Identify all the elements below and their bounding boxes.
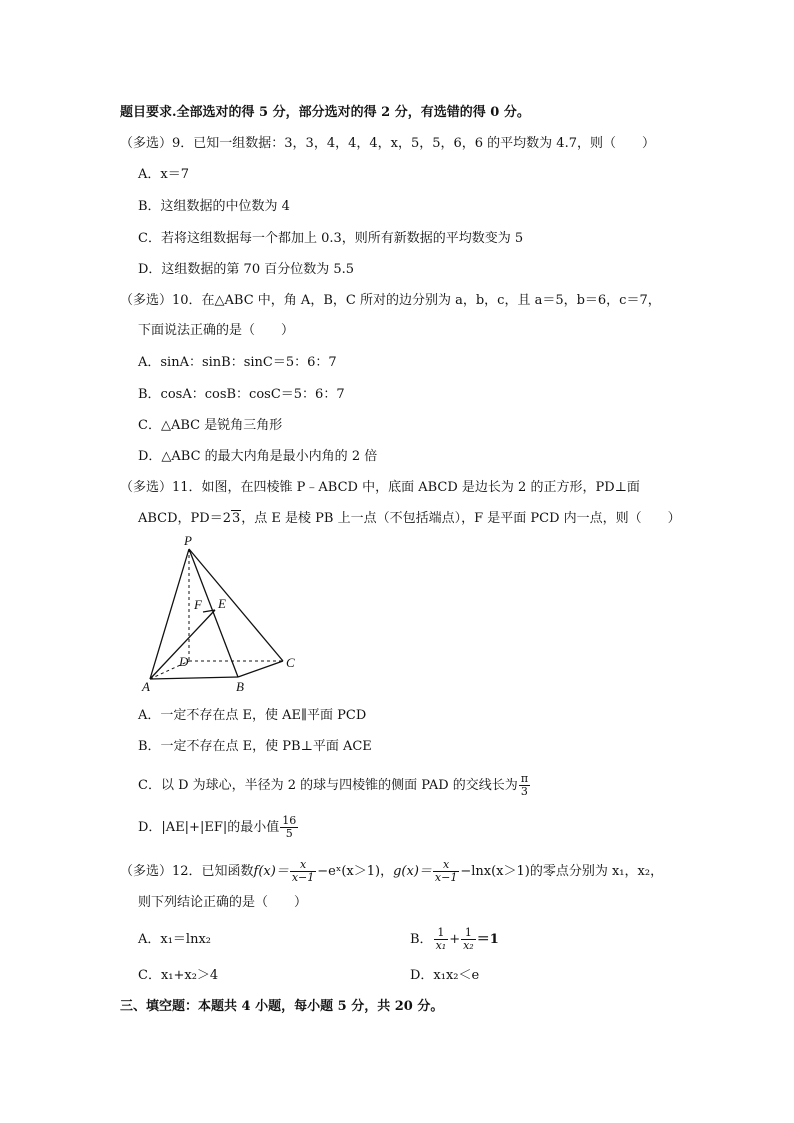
q9-option-c: C．若将这组数据每一个都加上 0.3，则所有新数据的平均数变为 5: [138, 231, 524, 246]
label-d: D: [179, 654, 189, 669]
fraction-denominator: 3: [520, 785, 528, 798]
q11-option-a: A．一定不存在点 E，使 AE∥平面 PCD: [138, 708, 367, 723]
q11-option-c: [138, 773, 531, 798]
pyramid-diagram: [138, 533, 308, 693]
g-lhs: g(x)＝: [393, 864, 432, 879]
f-lhs: f(x)＝: [253, 864, 289, 879]
one-over-x2-fraction: [461, 927, 476, 952]
q12-option-d: D．x₁x₂＜e: [410, 968, 480, 983]
q11-stem-line2-a: ABCD，PD＝2: [138, 511, 231, 526]
q9-option-b: B．这组数据的中位数为 4: [138, 199, 290, 214]
fraction-numerator: x: [290, 859, 316, 872]
q10-option-d: D．△ABC 的最大内角是最小内角的 2 倍: [138, 449, 378, 464]
q10-stem-line2: 下面说法正确的是（ ）: [138, 323, 295, 338]
q11-stem-line2: [138, 510, 681, 528]
fraction-numerator: π: [520, 772, 529, 785]
q12-option-b-prefix: B．: [410, 932, 433, 947]
edge-ab: [150, 677, 238, 679]
edge-pc: [189, 549, 283, 661]
f-fraction: [290, 859, 316, 884]
fraction-numerator: 16: [282, 814, 297, 827]
q10-option-a: A．sinA：sinB：sinC＝5：6：7: [138, 355, 337, 370]
q11-option-d-text: D．|AE|+|EF|的最小值: [138, 820, 280, 835]
q11-option-c-text: C．以 D 为球心，半径为 2 的球与四棱锥的侧面 PAD 的交线长为: [138, 778, 518, 793]
q11-stem-line1: （多选）11．如图，在四棱锥 P﹣ABCD 中，底面 ABCD 是边长为 2 的正方形，PD⊥面: [120, 480, 640, 495]
sixteen-fifths-fraction: [280, 815, 298, 840]
q12-stem-line2: 则下列结论正确的是（ ）: [138, 895, 308, 910]
fraction-denominator: 5: [285, 827, 293, 840]
q11-stem-line2-b: ，点 E 是棱 PB 上一点（不包括端点），F 是平面 PCD 内一点，则（ ）: [241, 511, 681, 526]
sqrt-radicand: 3: [232, 511, 241, 526]
label-a: A: [142, 679, 150, 693]
g-rest: −lnx(x＞1)的零点分别为 x₁，x₂，: [460, 864, 664, 879]
label-f: F: [194, 597, 202, 612]
edge-pb: [189, 549, 238, 677]
q11-option-d: [138, 815, 299, 840]
scoring-instructions: 题目要求.全部选对的得 5 分，部分选对的得 2 分，有选错的得 0 分。: [120, 105, 530, 120]
label-b: B: [236, 679, 244, 693]
plus-sign: +: [449, 932, 461, 947]
section3-title: 三、填空题：本题共 4 小题，每小题 5 分，共 20 分。: [120, 999, 444, 1014]
label-e: E: [218, 596, 226, 611]
pyramid-figure: [138, 533, 308, 693]
one-over-x1-fraction: [434, 927, 449, 952]
fraction-denominator: x−1: [434, 871, 458, 884]
q10-stem-line1: （多选）10．在△ABC 中，角 A，B，C 所对的边分别为 a，b，c，且 a＝5，b＝6，c＝7，: [120, 293, 661, 308]
f-rest: −eˣ(x＞1)，: [317, 864, 394, 879]
q10-option-c: C．△ABC 是锐角三角形: [138, 418, 283, 433]
q11-option-b: B．一定不存在点 E，使 PB⊥平面 ACE: [138, 739, 372, 754]
fraction-denominator: x₁: [435, 939, 447, 952]
fraction-denominator: x₂: [463, 939, 474, 952]
q12-stem-line1: [120, 859, 663, 884]
fraction-numerator: x: [433, 859, 459, 872]
q12-option-b: [410, 927, 499, 952]
g-fraction: [433, 859, 459, 884]
fraction-denominator: x−1: [291, 871, 315, 884]
edge-bc: [238, 661, 283, 677]
q9-option-d: D．这组数据的第 70 百分位数为 5.5: [138, 262, 355, 277]
fraction-numerator: 1: [461, 927, 476, 940]
label-p: P: [184, 533, 192, 548]
pi-over-3-fraction: [519, 773, 530, 798]
q10-option-b: B．cosA：cosB：cosC＝5：6：7: [138, 387, 345, 402]
equals-one: ＝1: [476, 932, 499, 947]
label-c: C: [286, 655, 295, 670]
fraction-numerator: 1: [434, 927, 449, 940]
q12-option-a: A．x₁＝lnx₂: [138, 932, 212, 947]
q9-stem: （多选）9．已知一组数据：3，3，4，4，4，x，5，5，6，6 的平均数为 4.7，则（ ）: [120, 136, 655, 151]
q12-option-c: C．x₁+x₂＞4: [138, 968, 219, 983]
q12-stem-prefix: （多选）12．已知函数: [120, 864, 254, 879]
q9-option-a: A．x＝7: [138, 167, 189, 182]
